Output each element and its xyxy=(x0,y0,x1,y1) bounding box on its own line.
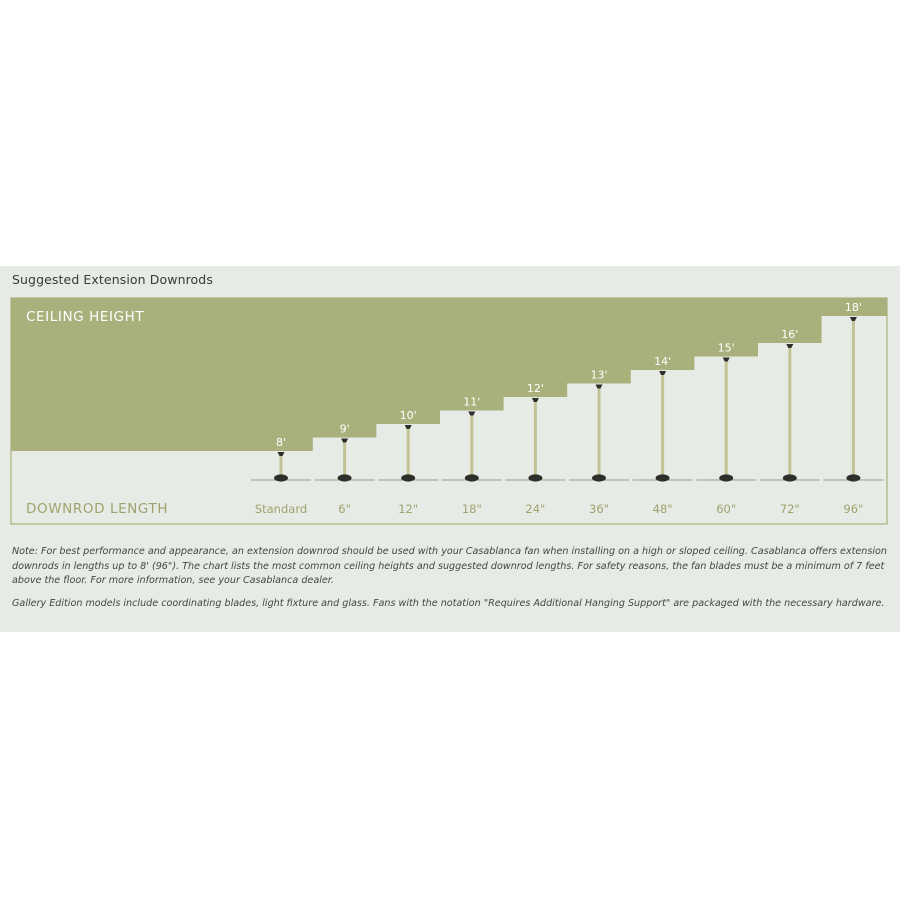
ceiling-mount xyxy=(596,385,603,389)
fan-motor xyxy=(401,474,415,481)
downrod-length-value: 36" xyxy=(589,502,609,516)
ceiling-mount xyxy=(659,371,666,375)
downrod-length-value: 60" xyxy=(716,502,737,516)
ceiling-height-value: 16' xyxy=(781,328,799,341)
ceiling-height-value: 11' xyxy=(463,395,481,409)
ceiling-height-value: 13' xyxy=(590,368,608,382)
downrod xyxy=(788,348,791,475)
downrod-length-value: 12" xyxy=(398,502,419,516)
note-paragraph: Note: For best performance and appearance, an extension downrod should be used with your Casablanca fan when installing on a high or sloped ceiling. Casablanca offers extension downrods in lengths up to 8' (96"). The chart lists the most common ceiling heights and suggested downrod lengths. For safety reasons, the fan blades must be a minimum of 7 feet above the floor. For more information, see your Casablanca dealer. xyxy=(12,546,887,587)
downrod xyxy=(280,456,283,475)
downrod-length-value: 72" xyxy=(779,502,800,516)
downrod-length-value: 96" xyxy=(843,502,864,516)
fan-motor xyxy=(592,474,606,481)
ceiling-mount xyxy=(405,425,412,429)
downrod-length-value: 18" xyxy=(461,502,482,516)
downrod xyxy=(598,389,601,476)
ceiling-height-value: 18' xyxy=(844,301,862,314)
ceiling-height-value: 15' xyxy=(717,341,735,355)
ceiling-height-value: 8' xyxy=(275,436,287,449)
downrod-length-value: 6" xyxy=(338,502,351,516)
ceiling-mount xyxy=(278,452,285,456)
downrod xyxy=(661,375,664,475)
downrod-length-value: Standard xyxy=(254,502,308,516)
downrod-length-value: 48" xyxy=(652,502,673,516)
ceiling-mount xyxy=(723,358,730,362)
ceiling-mount xyxy=(786,344,793,348)
downrod xyxy=(725,362,728,476)
downrod xyxy=(343,443,346,476)
ceiling-height-value: 12' xyxy=(526,382,544,395)
ceiling-height-label: CEILING HEIGHT xyxy=(26,309,145,325)
fan-motor xyxy=(846,474,860,481)
ceiling-mount xyxy=(532,398,539,402)
fan-motor xyxy=(656,474,670,481)
fan-motor xyxy=(338,474,352,481)
ceiling-mount xyxy=(468,412,475,416)
ceiling-height-value: 9' xyxy=(339,422,350,436)
panel-title: Suggested Extension Downrods xyxy=(12,272,213,287)
ceiling-mount xyxy=(341,439,348,443)
fan-motor xyxy=(719,474,733,481)
downrod xyxy=(407,429,410,475)
ceiling-mount xyxy=(850,317,857,321)
downrod-length-value: 24" xyxy=(525,502,546,516)
downrod-length-label: DOWNROD LENGTH xyxy=(26,501,169,517)
fan-motor xyxy=(783,474,797,481)
downrod xyxy=(470,416,473,476)
fan-motor xyxy=(274,474,288,481)
fan-motor xyxy=(465,474,479,481)
fan-motor xyxy=(528,474,542,481)
ceiling-height-value: 14' xyxy=(654,355,672,368)
downrod xyxy=(534,402,537,475)
gallery-note: Gallery Edition models include coordinating blades, light fixture and glass. Fans with the notation "Requires Additional Hanging Support" are packaged with the necessary hardware. xyxy=(12,598,885,609)
ceiling-height-value: 10' xyxy=(399,409,417,422)
downrod xyxy=(852,321,855,475)
